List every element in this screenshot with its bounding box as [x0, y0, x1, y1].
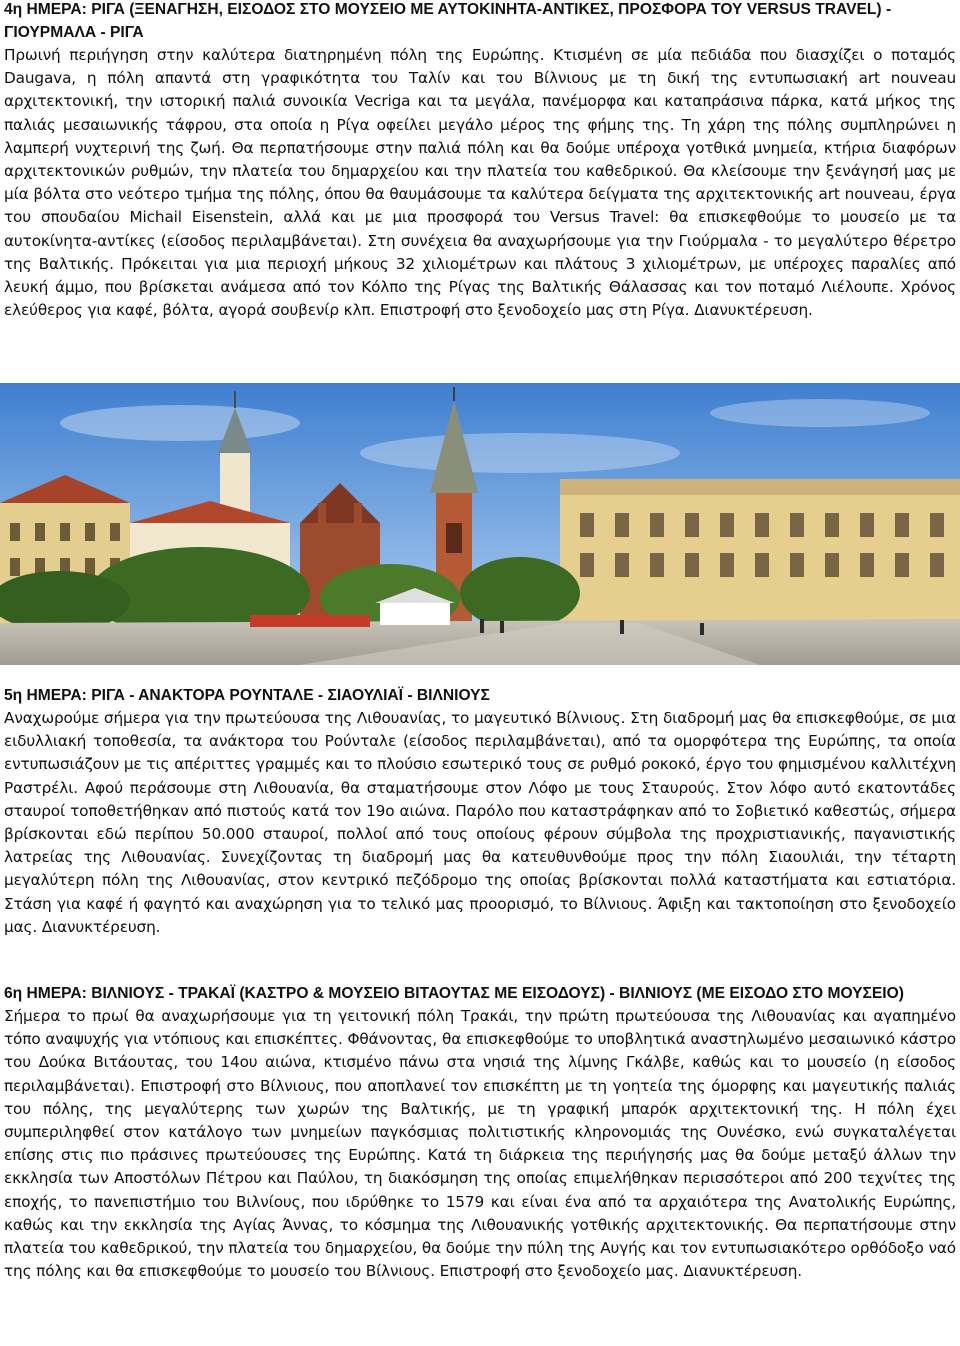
- day4-title: 4η ΗΜΕΡΑ: ΡΙΓΑ (ΞΕΝΑΓΗΣΗ, ΕΙΣΟΔΟΣ ΣΤΟ ΜΟΥΣΕΙΟ ΜΕ ΑΥΤΟΚΙΝΗΤΑ-ΑΝΤΙΚΕΣ, ΠΡΟΣΦΟΡΑ ΤΟΥ VERSUS TRAVEL) - ΓΙΟΥΡΜΑΛΑ - ΡΙΓΑ: [4, 1, 892, 41]
- day4-description: Πρωινή περιήγηση στην καλύτερα διατηρημένη πόλη της Ευρώπης. Κτισμένη σε μία πεδιάδα που διασχίζει ο ποταμός Daugava, η πόλη απαντά στη γραφικότητα του Ταλίν και του Βίλνιους με τη δική της εντυπωσιακή art nouveau αρχιτεκτονική, την ιστορική παλιά συνοικία Vecriga και τα μεγάλα, πανέμορφα και καταπράσινα πάρκα, κατά μήκος της παλιάς μεσαιωνικής τάφρου, στα οποία η Ρίγα οφείλει μεγάλο μέρος της φήμης της. Τη χάρη της πόλης συμπληρώνει η λαμπερή νυχτερινή της ζωή. Θα περπατήσουμε στην παλιά πόλη και θα δούμε υπέροχα γοτθικά μνημεία, κτήρια διαφόρων αρχιτεκτονικών ρυθμών, την πλατεία του δημαρχείου και την πλατεία του καθεδρικού. Θα κλείσουμε την ξενάγησή μας με μία βόλτα στο νεότερο τμήμα της πόλης, όπου θα θαυμάσουμε τα καλύτερα δείγματα της αρχιτεκτονικής art nouveau, έργα του σπουδαίου Michail Eisenstein, αλλά και με μια προσφορά του Versus Travel: θα επισκεφθούμε το μουσείο με τα αυτοκίνητα-αντίκες (είσοδος περιλαμβάνεται). Στη συνέχεια θα αναχωρήσουμε για την Γιούρμαλα - το μεγαλύτερο θέρετρο της Βαλτικής. Πρόκειται για μια περιοχή μήκους 32 χιλιομέτρων και πλάτους 3 χιλιομέτρων, με υπέροχες παραλίες από λευκή άμμο, που βρίσκεται ανάμεσα από τον Κόλπο της Ρίγας της Βαλτικής Θάλασσας και τον ποταμό Λιέλουπε. Χρόνος ελεύθερος για καφέ, βόλτα, αγορά σουβενίρ κλπ. Επιστροφή στο ξενοδοχείο μας στη Ρίγα. Διανυκτέρευση.: [4, 46, 956, 320]
- vilnius-town-hall-square-photo: [0, 383, 960, 665]
- day6-section: [4, 982, 956, 1283]
- day5-section: [4, 684, 956, 939]
- day5-title: 5η ΗΜΕΡΑ: ΡΙΓΑ - ΑΝΑΚΤΟΡΑ ΡΟΥΝΤΑΛΕ - ΣΙΑΟΥΛΙΑΪ - ΒΙΛΝΙΟΥΣ: [4, 687, 490, 704]
- day6-description: Σήμερα το πρωί θα αναχωρήσουμε για τη γειτονική πόλη Τρακάι, την πρώτη πρωτεύουσα της Λιθουανίας και αγαπημένο τόπο αναψυχής για ντόπιους και επισκέπτες. Φθάνοντας, θα επισκεφθούμε το υποβλητικά αναστηλωμένο μεσαιωνικό κάστρο του Δούκα Βιτάουτας, του 14ου αιώνα, κτισμένο πάνω στα νησιά της λίμνης Γκάλβε, καθώς και το μουσείο (η είσοδος περιλαμβάνεται). Επιστροφή στο Βίλνιους, που αποπλανεί τον επισκέπτη με τη γοητεία της όμορφης και μαγευτικής παλιάς του πόλης, της μεγαλύτερης των χωρών της Βαλτικής, με τη γραφική μπαρόκ αρχιτεκτονική της. Η πόλη έχει συμπεριληφθεί στον κατάλογο των μνημείων παγκόσμιας πολιτιστικής κληρονομιάς της Ουνέσκο, ενώ συγκαταλέγεται επίσης στις πιο πράσινες πρωτεύουσες της Ευρώπης. Κατά τη διάρκεια της περιήγησής μας θα δούμε μεταξύ άλλων την εκκλησία των Αποστόλων Πέτρου και Παύλου, τη διακόσμηση της οποίας επιμελήθηκαν περισσότεροι από 200 τεχνίτες της εποχής, το πανεπιστήμιο του Βιλνίους, που ιδρύθηκε το 1579 και είναι ένα από τα αρχαιότερα της Ανατολικής Ευρώπης, καθώς και την εκκλησία της Αγίας Άννας, το κόσμημα της Λιθουανικής γοτθικής αρχιτεκτονικής. Θα περπατήσουμε στην πλατεία του καθεδρικού, την πλατεία του δημαρχείου, θα δούμε την πύλη της Αυγής και τον εντυπωσιακότερο ορθόδοξο ναό της πόλης και θα επισκεφθούμε το μουσείο του Βίλνιους. Επιστροφή στο ξενοδοχείο μας. Διανυκτέρευση.: [4, 1007, 956, 1281]
- day4-section: [4, 0, 956, 322]
- day5-description: Αναχωρούμε σήμερα για την πρωτεύουσα της Λιθουανίας, το μαγευτικό Βίλνιους. Στη διαδρομή μας θα επισκεφθούμε, σε μια ειδυλλιακή τοποθεσία, τα ανάκτορα του Ρούνταλε (είσοδος περιλαμβάνεται), από τα ομορφότερα της Ευρώπης, τα οποία εντυπωσιάζουν με τις απέριττες γραμμές και το πλούσιο εσωτερικό τους σε ρυθμό ροκοκό, έργο του φημισμένου καλλιτέχνη Ραστρέλι. Αφού περάσουμε στη Λιθουανία, θα σταματήσουμε στον Λόφο με τους Σταυρούς. Στον λόφο αυτό εκατοντάδες σταυροί τοποθετήθηκαν από πιστούς κατά τον 19ο αιώνα. Παρόλο που καταστράφηκαν από το Σοβιετικό καθεστώς, σήμερα βρίσκονται εδώ περίπου 50.000 σταυροί, πολλοί από τους οποίους φέρουν σύμβολα της προχριστιανικής, παγανιστικής λατρείας της Λιθουανίας. Συνεχίζοντας τη διαδρομή μας θα κατευθυνθούμε προς την πόλη Σιαουλιάι, την τέταρτη μεγαλύτερη πόλη της Λιθουανίας, στον κεντρικό πεζόδρομο της οποίας βρίσκονται πολλά καταστήματα και εστιατόρια. Στάση για καφέ ή φαγητό και αναχώρηση για το τελικό μας προορισμό, το Βίλνιους. Άφιξη και τακτοποίηση στο ξενοδοχείο μας. Διανυκτέρευση.: [4, 709, 956, 936]
- day6-title: 6η ΗΜΕΡΑ: ΒΙΛΝΙΟΥΣ - ΤΡΑΚΑΪ (ΚΑΣΤΡΟ & ΜΟΥΣΕΙΟ ΒΙΤΑΟΥΤΑΣ ΜΕ ΕΙΣΟΔΟΥΣ) - ΒΙΛΝΙΟΥΣ (ΜΕ ΕΙΣΟΔΟ ΣΤΟ ΜΟΥΣΕΙΟ): [4, 985, 904, 1002]
